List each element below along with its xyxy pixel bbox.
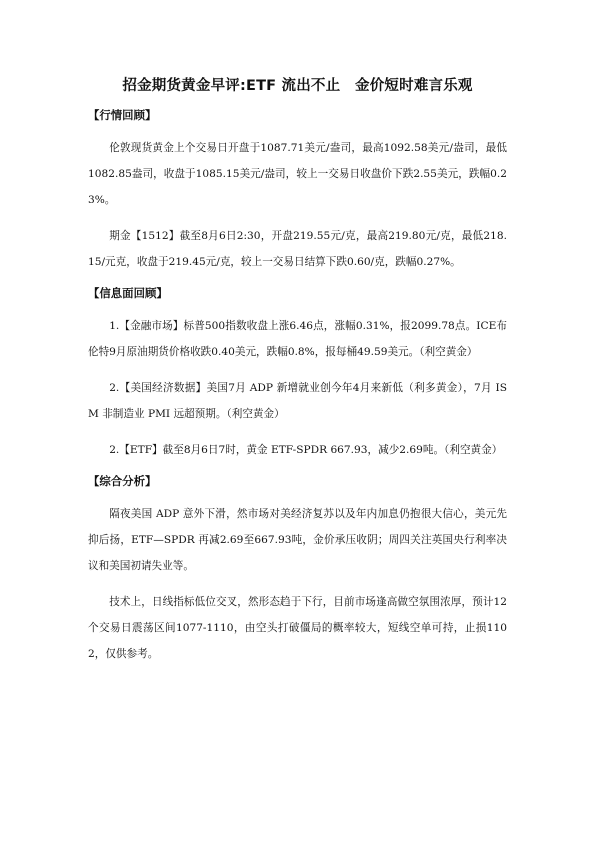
paragraph: 技术上，日线指标低位交叉，然形态趋于下行，目前市场逢高做空氛围浓厚，预计12个交易日震荡区间1077-1110，由空头打破僵局的概率较大，短线空单可持，止损1102，仅供参考。 <box>88 596 507 660</box>
section-news-review <box>0 285 595 463</box>
section-analysis <box>0 473 595 667</box>
paragraph: 2.【美国经济数据】美国7月 ADP 新增就业创今年4月来新低（利多黄金），7月 ISM 非制造业 PMI 远超预期。（利空黄金） <box>88 382 507 420</box>
document-title: 招金期货黄金早评:ETF 流出不止 金价短时难言乐观 <box>122 78 473 94</box>
paragraph: 期金【1512】截至8月6日2:30，开盘219.55元/克，最高219.80元/克，最低218.15/元克，收盘于219.45元/克，较上一交易日结算下跌0.60/克，跌幅0.27%。 <box>88 230 507 268</box>
paragraph: 伦敦现货黄金上个交易日开盘于1087.71美元/盎司，最高1092.58美元/盎司，最低1082.85盎司，收盘于1085.15美元/盎司，较上一交易日收盘价下跌2.55美元，跌幅0.23%。 <box>88 142 507 206</box>
section-market-review <box>0 107 595 275</box>
section-heading: 【信息面回顾】 <box>88 286 168 300</box>
paragraph: 隔夜美国 ADP 意外下滑，然市场对美经济复苏以及年内加息仍抱很大信心，美元先抑后扬，ETF—SPDR 再减2.69至667.93吨，金价承压收阴；周四关注英国央行利率决议和美国初请失业等。 <box>88 508 507 572</box>
section-heading: 【行情回顾】 <box>88 108 157 122</box>
section-heading: 【综合分析】 <box>88 474 157 488</box>
paragraph: 2.【ETF】截至8月6日7时，黄金 ETF-SPDR 667.93，减少2.69吨。（利空黄金） <box>109 444 503 456</box>
paragraph: 1.【金融市场】标普500指数收盘上涨6.46点，涨幅0.31%，报2099.78点。ICE布伦特9月原油期货价格收跌0.40美元，跌幅0.8%，报每桶49.59美元。（利空黄金） <box>88 320 507 358</box>
